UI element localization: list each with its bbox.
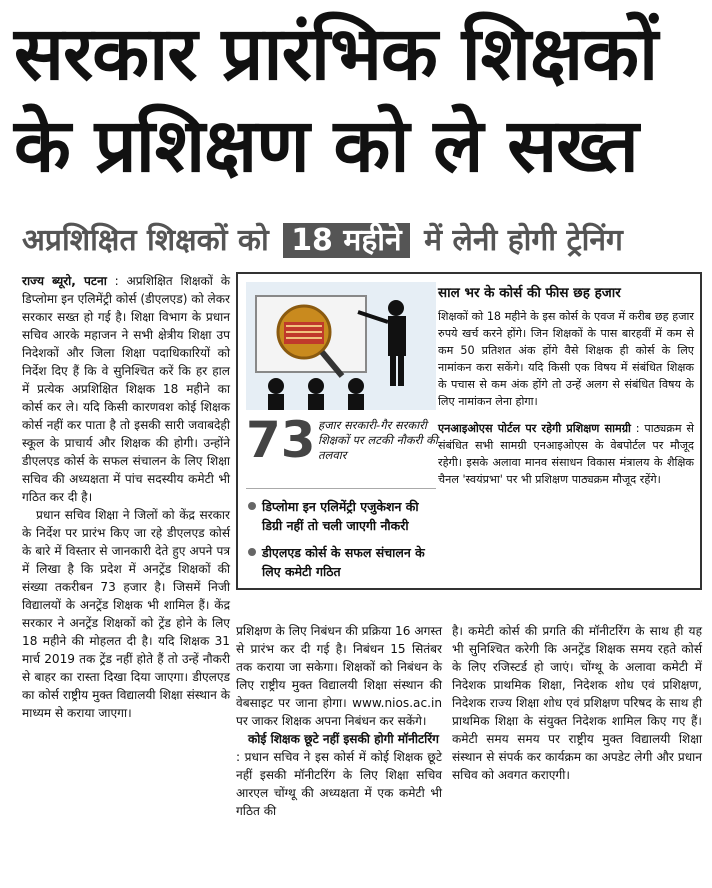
big-number: 73 [246,411,316,469]
side-paragraph: शिक्षकों को 18 महीने के इस कोर्स के एवज में करीब छह हजार रुपये खर्च करने होंगे। जिन शिक्षकों के पास बारहवीं में कम से कम 50 प्रतिशत अंक होंगे वैसे शिक्षक ही कोर्स के लिए नामांकन करा सकेंगे। यदि किसी एक विषय में संबंधित शिक्षक के पचास से कम अंक होंगे तो उन्हें अलग से संबंधित विषय के लिए नामांकन लेना होगा। [438,310,694,408]
left-column [22,272,230,722]
left-para-1-text: : अप्रशिक्षित शिक्षकों के डिप्लोमा इन एलिमेंट्री कोर्स (डीएलएड) को लेकर सरकार सख्त हो गई है। शिक्षा विभाग के प्रधान सचिव आरके महाजन ने सभी क्षेत्रीय शिक्षा उप निदेशकों और जिला शिक्षा पदाधिकारियों को निर्देश दिए हैं कि वे सुनिश्चित करें कि हर हाल में प्रत्येक अप्रशिक्षित शिक्षक 18 महीने का कोर्स कर ले। यदि किसी कारणवश कोई शिक्षक कोर्स नहीं कर पाता है तो इसकी सारी जवाबदेही स्कूल के प्राचार्य और शिक्षक की होगी। उन्होंने डीएलएड कोर्स के सफल संचालन के लिए शिक्षा सचिव की अध्यक्षता में पांच सदस्यीय कमेटी भी गठित कर दी है। [22,274,230,504]
divider [246,488,436,489]
subhead-after: में लेनी होगी ट्रेनिंग [424,223,623,258]
subhead-highlight: 18 महीने [283,223,409,258]
right-para-1: है। कमेटी कोर्स की प्रगति की मॉनीटरिंग के साथ ही यह भी सुनिश्चित करेगी कि अनट्रेंड शिक्षक समय रहते कोर्स के लिए रजिस्टर्ड हो जाएं। चोंग्थू के अलावा कमेटी में निदेशक प्राथमिक शिक्षा, निदेशक शोध एवं प्रशिक्षण, निदेशक राज्य शिक्षा शोध एवं प्रशिक्षण परिषद के साथ ही प्राथमिक शिक्षा के संयुक्त निदेशक शामिल किए गए हैं। कमेटी समय समय पर राष्ट्रीय मुक्त विद्यालयी शिक्षा संस्थान से संपर्क कर कार्यक्रम का अपडेट लेगी और प्रधान सचिव को अवगत कराएगी। [452,624,702,782]
box-side-text [438,284,694,488]
headline: सरकार प्रारंभिक शिक्षकों के प्रशिक्षण को ले सख्त [14,11,658,189]
side-paragraph-2-text: : पाठ्यक्रम से संबंधित सभी सामग्री एनआइओएस के वेबपोर्टल पर मौजूद रहेगी। इसके अलावा मानव संसाधन विकास मंत्रालय के शैक्षिक चैनल 'स्वयंप्रभा' पर भी प्रशिक्षण पाठ्यक्रम मौजूद रहेंगे। [438,422,694,486]
middle-column [236,622,442,820]
middle-subheading: कोई शिक्षक छूटे नहीं इसकी होगी मॉनीटरिंग [248,732,439,746]
stat-callout [246,411,438,472]
middle-para-2: : प्रधान सचिव ने इस कोर्स में कोई शिक्षक छूटे नहीं इसकी मॉनीटरिंग के लिए शिक्षा सचिव आरएल चोंग्थू की अध्यक्षता में एक कमेटी भी गठित की [236,750,442,818]
bullet-text: डीएलएड कोर्स के सफल संचालन के लिए कमेटी गठित [262,545,425,579]
side-heading: साल भर के कोर्स की फीस छह हजार [438,285,621,301]
bullet-item [246,543,436,581]
callout-text: हजार सरकारी-गैर सरकारी शिक्षकों पर लटकी नौकरी की तलवार [318,418,438,462]
left-para-2: प्रधान सचिव शिक्षा ने जिलों को केंद्र सरकार के निर्देश पर प्रारंभ किए जा रहे डीएलएड कोर्स के बारे में विस्तार से जानकारी देते हुए अपने पत्र में लिखा है कि प्रदेश में अनट्रेंड शिक्षकों की संख्या तकरीबन 73 हजार है। जिसमें निजी विद्यालयों के अनट्रेंड शिक्षक भी शामिल हैं। केंद्र सरकार ने अनट्रेंड शिक्षकों को ट्रेंड होने के लिए 18 महीने की मोहलत दी है। यदि शिक्षक 31 मार्च 2019 तक ट्रेंड नहीं होते हैं तो उन्हें नौकरी से बाहर का रास्ता दिखा दिया जाएगा। डीएलएड का कोर्स राष्ट्रीय मुक्त विद्यालयी शिक्षा संस्थान के माध्यम से कराया जाएगा। [22,508,230,720]
subhead-before: अप्रशिक्षित शिक्षकों को [22,223,269,258]
side-paragraph-2 [438,420,694,488]
left-para-1 [22,272,230,506]
bullet-dot-icon [248,548,256,556]
bullet-item [246,497,436,535]
right-column [452,622,702,784]
bullet-list [246,488,436,589]
bullet-text: डिप्लोमा इन एलिमेंट्री एजुकेशन की डिग्री नहीं तो चली जाएगी नौकरी [262,499,419,533]
teacher-illustration [246,282,436,410]
dateline: राज्य ब्यूरो, पटना [22,274,107,288]
middle-para-1: प्रशिक्षण के लिए निबंधन की प्रक्रिया 16 अगस्त से प्रारंभ कर दी गई है। निबंधन 15 सितंबर तक कराया जा सकेगा। शिक्षकों को निबंधन के लिए राष्ट्रीय मुक्त विद्यालयी शिक्षा संस्थान की वेबसाइट पर जाना होगा। www.nios.ac.in पर जाकर शिक्षक अपना निबंधन कर सकेंगे। [236,624,442,728]
info-box [236,272,702,590]
side-heading-2: एनआइओएस पोर्टल पर रहेगी प्रशिक्षण सामग्री [438,422,631,435]
bullet-dot-icon [248,502,256,510]
subheadline [22,218,702,264]
